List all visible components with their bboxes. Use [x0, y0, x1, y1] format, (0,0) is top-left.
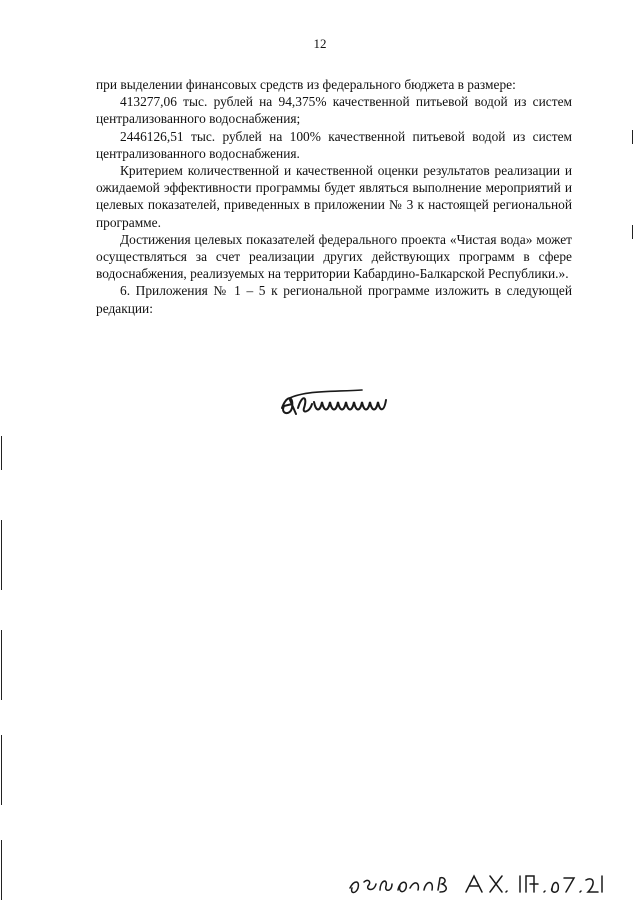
paragraph: при выделении финансовых средств из федерального бюджета в размере:: [96, 77, 516, 92]
handwritten-note-image: [344, 868, 614, 898]
scan-artifact: [1, 520, 2, 590]
scan-artifact: [1, 735, 2, 805]
paragraph: 2446126,51 тыс. рублей на 100% качественной питьевой водой из систем централизованного водоснабжения.: [96, 128, 572, 161]
paragraph: 413277,06 тыс. рублей на 94,375% качественной питьевой водой из систем централизованного водоснабжения;: [96, 94, 572, 127]
scan-artifact: [1, 436, 2, 470]
paragraph: Критерием количественной и качественной оценки результатов реализации и ожидаемой эффективности программы будет являться выполнение мероприятий и целевых показателей, приведенных в приложении № 3 к настоящей региональной программе.: [96, 163, 572, 230]
scan-artifact: [1, 630, 2, 700]
document-body: [96, 76, 572, 317]
scan-artifact: [1, 840, 2, 900]
page-number: 12: [313, 36, 327, 51]
scan-artifact: [632, 225, 633, 239]
signature-image: [272, 378, 412, 428]
scan-artifact: [632, 130, 633, 144]
paragraph: Достижения целевых показателей федерального проекта «Чистая вода» может осуществляться за счет реализации других действующих программ в сфере водоснабжения, реализуемых на территории Кабардино-Балкарской Республики.».: [96, 231, 572, 282]
paragraph: 6. Приложения № 1 – 5 к региональной программе изложить в следующей редакции:: [96, 283, 572, 316]
